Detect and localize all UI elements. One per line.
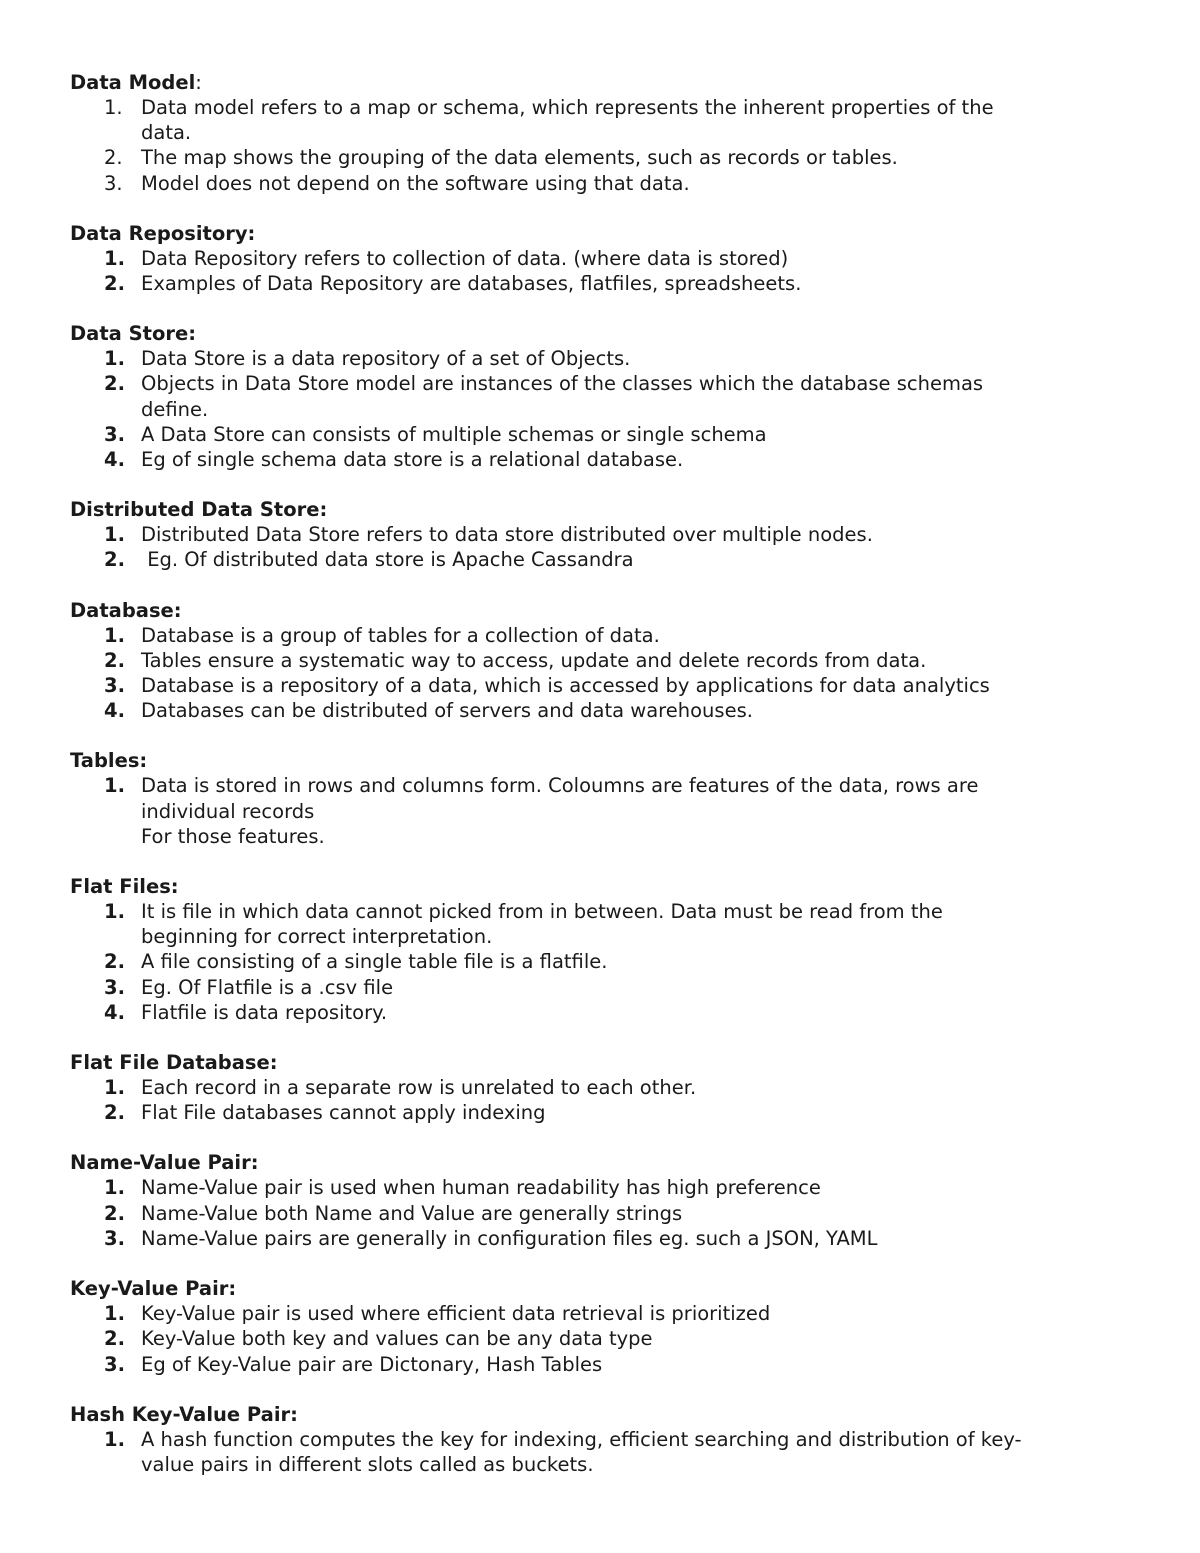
- list-item-text-line: Examples of Data Repository are databases, flatfiles, spreadsheets.: [141, 272, 802, 296]
- section-heading: [70, 497, 1130, 522]
- list-item-text-line: Eg of Key-Value pair are Dictonary, Hash Tables: [141, 1352, 603, 1376]
- section-heading: [70, 1150, 1130, 1175]
- list-item-number: 3.: [104, 1352, 125, 1376]
- list-item-text-line: Key-Value pair is used where efficient data retrieval is prioritized: [141, 1302, 771, 1326]
- section-heading-text: Data Model: [70, 71, 196, 94]
- document-body: [70, 70, 1130, 1502]
- list-item-number: 2.: [104, 272, 125, 296]
- list-item-text-line: value pairs in different slots called as buckets.: [141, 1452, 594, 1476]
- list-item-number: 2.: [104, 1327, 125, 1351]
- list-item-number: 3.: [104, 171, 123, 195]
- list-item: [70, 648, 1130, 673]
- section-heading: [70, 1050, 1130, 1075]
- section: [70, 1402, 1130, 1477]
- list-item-text-line: Databases can be distributed of servers and data warehouses.: [141, 699, 753, 723]
- section-heading-text: Name-Value Pair:: [70, 1151, 259, 1175]
- list-item: [70, 246, 1130, 271]
- section: [70, 497, 1130, 572]
- numbered-list: [70, 346, 1130, 472]
- numbered-list: [70, 522, 1130, 572]
- list-item-text-line: Database is a repository of a data, which is accessed by applications for data analytics: [141, 674, 990, 698]
- list-item-text-line: For those features.: [141, 824, 325, 848]
- section-heading: [70, 321, 1130, 346]
- section-heading-text: Key-Value Pair:: [70, 1277, 237, 1301]
- list-item: [70, 1226, 1130, 1251]
- list-item: [70, 271, 1130, 296]
- list-item: [70, 145, 1130, 170]
- list-item-text-line: beginning for correct interpretation.: [141, 925, 493, 949]
- section: [70, 598, 1130, 724]
- list-item-number: 2.: [104, 950, 125, 974]
- list-item: [70, 949, 1130, 974]
- list-item-number: 4.: [104, 699, 125, 723]
- section-heading-text: Hash Key-Value Pair:: [70, 1402, 298, 1426]
- numbered-list: [70, 1301, 1130, 1377]
- list-item-number: 4.: [104, 1000, 125, 1024]
- section-heading-text: Tables:: [70, 749, 148, 773]
- list-item: [70, 447, 1130, 472]
- list-item-text-line: A file consisting of a single table file is a flatfile.: [141, 950, 608, 974]
- list-item-number: 4.: [104, 448, 125, 472]
- list-item-number: 2.: [104, 548, 125, 572]
- list-item-text-line: define.: [141, 397, 209, 421]
- list-item: [70, 1100, 1130, 1125]
- list-item-text-line: Distributed Data Store refers to data store distributed over multiple nodes.: [141, 523, 873, 547]
- list-item-text-line: The map shows the grouping of the data elements, such as records or tables.: [141, 146, 898, 170]
- section-heading-text: Distributed Data Store:: [70, 498, 328, 522]
- section-heading: [70, 1276, 1130, 1301]
- list-item: [70, 171, 1130, 196]
- list-item-number: 3.: [104, 975, 125, 999]
- list-item-text-line: A hash function computes the key for indexing, efficient searching and distribution of key-: [141, 1427, 1022, 1451]
- list-item-text-line: Database is a group of tables for a collection of data.: [141, 623, 660, 647]
- list-item-number: 1.: [104, 1176, 125, 1200]
- section-heading: [70, 598, 1130, 623]
- list-item: [70, 522, 1130, 547]
- section: [70, 321, 1130, 472]
- section: [70, 70, 1130, 196]
- numbered-list: [70, 95, 1130, 196]
- list-item-text-line: Name-Value both Name and Value are generally strings: [141, 1201, 683, 1225]
- section-heading-colon: :: [195, 71, 202, 94]
- section: [70, 1050, 1130, 1125]
- section-heading: [70, 221, 1130, 246]
- list-item-text-line: Data Repository refers to collection of data. (where data is stored): [141, 246, 789, 270]
- list-item: [70, 698, 1130, 723]
- list-item-number: 2.: [104, 648, 125, 672]
- numbered-list: [70, 246, 1130, 296]
- section: [70, 1150, 1130, 1251]
- section-heading-text: Flat Files:: [70, 875, 179, 899]
- list-item: [70, 346, 1130, 371]
- list-item-number: 1.: [104, 1076, 125, 1100]
- section: [70, 748, 1130, 849]
- list-item-text-line: A Data Store can consists of multiple schemas or single schema: [141, 422, 767, 446]
- list-item-text-line: It is file in which data cannot picked from in between. Data must be read from the: [141, 900, 943, 924]
- list-item-text-line: Eg of single schema data store is a relational database.: [141, 448, 684, 472]
- list-item-number: 1.: [104, 523, 125, 547]
- list-item-number: 2.: [104, 372, 125, 396]
- list-item-text-line: Data is stored in rows and columns form. Coloumns are features of the data, rows are: [141, 774, 979, 798]
- list-item-number: 2.: [104, 146, 123, 170]
- list-item: [70, 1000, 1130, 1025]
- list-item-text-line: Name-Value pairs are generally in configuration files eg. such a JSON, YAML: [141, 1226, 878, 1250]
- list-item: [70, 975, 1130, 1000]
- list-item-text-line: Tables ensure a systematic way to access, update and delete records from data.: [141, 648, 927, 672]
- list-item: [70, 95, 1130, 145]
- list-item: [70, 371, 1130, 421]
- section: [70, 221, 1130, 296]
- list-item-text-line: Data model refers to a map or schema, which represents the inherent properties of the: [141, 96, 994, 119]
- numbered-list: [70, 773, 1130, 849]
- list-item: [70, 1326, 1130, 1351]
- list-item-text-line: Flatfile is data repository.: [141, 1000, 388, 1024]
- section: [70, 874, 1130, 1025]
- section-heading: [70, 1402, 1130, 1427]
- list-item-text-line: Objects in Data Store model are instances of the classes which the database schemas: [141, 372, 984, 396]
- list-item-number: 1.: [104, 96, 123, 119]
- list-item: [70, 1075, 1130, 1100]
- numbered-list: [70, 899, 1130, 1025]
- list-item-text-line: Eg. Of distributed data store is Apache Cassandra: [141, 548, 634, 572]
- list-item-number: 1.: [104, 1427, 125, 1451]
- list-item-number: 2.: [104, 1201, 125, 1225]
- numbered-list: [70, 623, 1130, 724]
- list-item-number: 3.: [104, 1226, 125, 1250]
- section-heading-text: Data Repository:: [70, 221, 256, 245]
- list-item-text-line: individual records: [141, 799, 315, 823]
- section-heading-text: Database:: [70, 598, 182, 622]
- list-item: [70, 623, 1130, 648]
- list-item-number: 1.: [104, 774, 125, 798]
- section-heading-text: Flat File Database:: [70, 1051, 278, 1075]
- list-item: [70, 1175, 1130, 1200]
- list-item-number: 2.: [104, 1101, 125, 1125]
- list-item: [70, 673, 1130, 698]
- section-heading: [70, 874, 1130, 899]
- list-item-text-line: data.: [141, 121, 192, 145]
- list-item-text-line: Each record in a separate row is unrelated to each other.: [141, 1076, 697, 1100]
- list-item: [70, 773, 1130, 849]
- list-item-number: 3.: [104, 422, 125, 446]
- list-item: [70, 1352, 1130, 1377]
- list-item-text-line: Model does not depend on the software using that data.: [141, 171, 690, 195]
- list-item-number: 1.: [104, 1302, 125, 1326]
- list-item-text-line: Key-Value both key and values can be any data type: [141, 1327, 653, 1351]
- list-item-text-line: Data Store is a data repository of a set of Objects.: [141, 347, 631, 371]
- list-item-text-line: Name-Value pair is used when human readability has high preference: [141, 1176, 821, 1200]
- section-heading: [70, 70, 1130, 95]
- list-item-number: 1.: [104, 246, 125, 270]
- numbered-list: [70, 1075, 1130, 1125]
- list-item: [70, 899, 1130, 949]
- list-item: [70, 547, 1130, 572]
- list-item-text-line: Eg. Of Flatfile is a .csv file: [141, 975, 394, 999]
- list-item: [70, 422, 1130, 447]
- list-item-number: 3.: [104, 674, 125, 698]
- list-item: [70, 1201, 1130, 1226]
- section: [70, 1276, 1130, 1377]
- list-item-text-line: Flat File databases cannot apply indexing: [141, 1101, 546, 1125]
- section-heading: [70, 748, 1130, 773]
- numbered-list: [70, 1427, 1130, 1477]
- list-item-number: 1.: [104, 900, 125, 924]
- list-item-number: 1.: [104, 347, 125, 371]
- list-item: [70, 1427, 1130, 1477]
- numbered-list: [70, 1175, 1130, 1251]
- list-item-number: 1.: [104, 623, 125, 647]
- list-item: [70, 1301, 1130, 1326]
- section-heading-text: Data Store:: [70, 322, 197, 346]
